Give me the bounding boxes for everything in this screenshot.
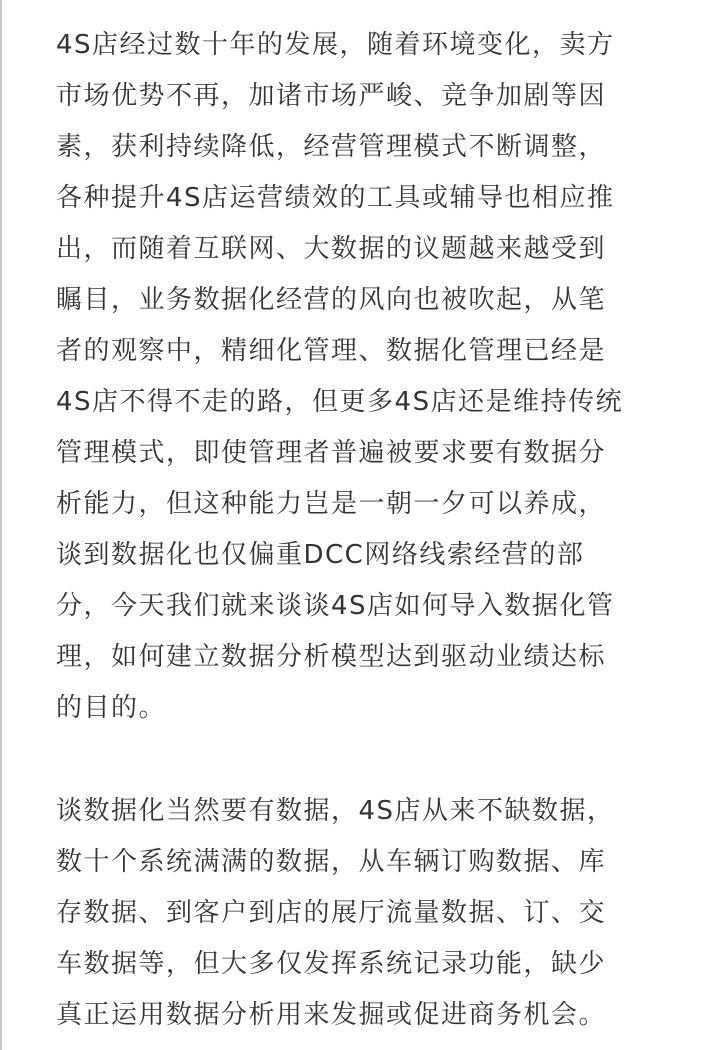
text-line: 真正运用数据分析用来发掘或促进商务机会。 (56, 1000, 607, 1030)
text-line: 各种提升4S店运营绩效的工具或辅导也相应推 (56, 183, 615, 213)
paragraph-spacer (56, 734, 676, 786)
text-line: 车数据等，但大多仅发挥系统记录功能，缺少 (56, 949, 607, 979)
text-line: 者的观察中，精细化管理、数据化管理已经是 (56, 336, 607, 366)
article-body (56, 20, 676, 1041)
text-line: 存数据、到客户到店的展厅流量数据、订、交 (56, 898, 607, 928)
text-line: 素，获利持续降低，经营管理模式不断调整， (56, 132, 607, 162)
text-line: 市场优势不再，加诸市场严峻、竞争加剧等因 (56, 81, 607, 111)
text-line: 析能力，但这种能力岂是一朝一夕可以养成， (56, 489, 607, 519)
left-border-line (0, 0, 2, 1050)
text-line: 分，今天我们就来谈谈4S店如何导入数据化管 (56, 591, 615, 621)
paragraph-2 (56, 786, 676, 1041)
text-line: 4S店不得不走的路，但更多4S店还是维持传统 (56, 387, 624, 417)
text-line: 瞩目，业务数据化经营的风向也被吹起，从笔 (56, 285, 607, 315)
text-line: 4S店经过数十年的发展，随着环境变化，卖方 (56, 30, 615, 60)
text-line: 出，而随着互联网、大数据的议题越来越受到 (56, 234, 607, 264)
text-line: 的目的。 (56, 693, 167, 723)
text-line: 理，如何建立数据分析模型达到驱动业绩达标 (56, 642, 607, 672)
text-line: 数十个系统满满的数据，从车辆订购数据、库 (56, 847, 607, 877)
paragraph-1 (56, 20, 676, 734)
text-line: 谈到数据化也仅偏重DCC网络线索经营的部 (56, 540, 585, 570)
text-line: 管理模式，即使管理者普遍被要求要有数据分 (56, 438, 607, 468)
text-line: 谈数据化当然要有数据，4S店从来不缺数据， (56, 796, 615, 826)
